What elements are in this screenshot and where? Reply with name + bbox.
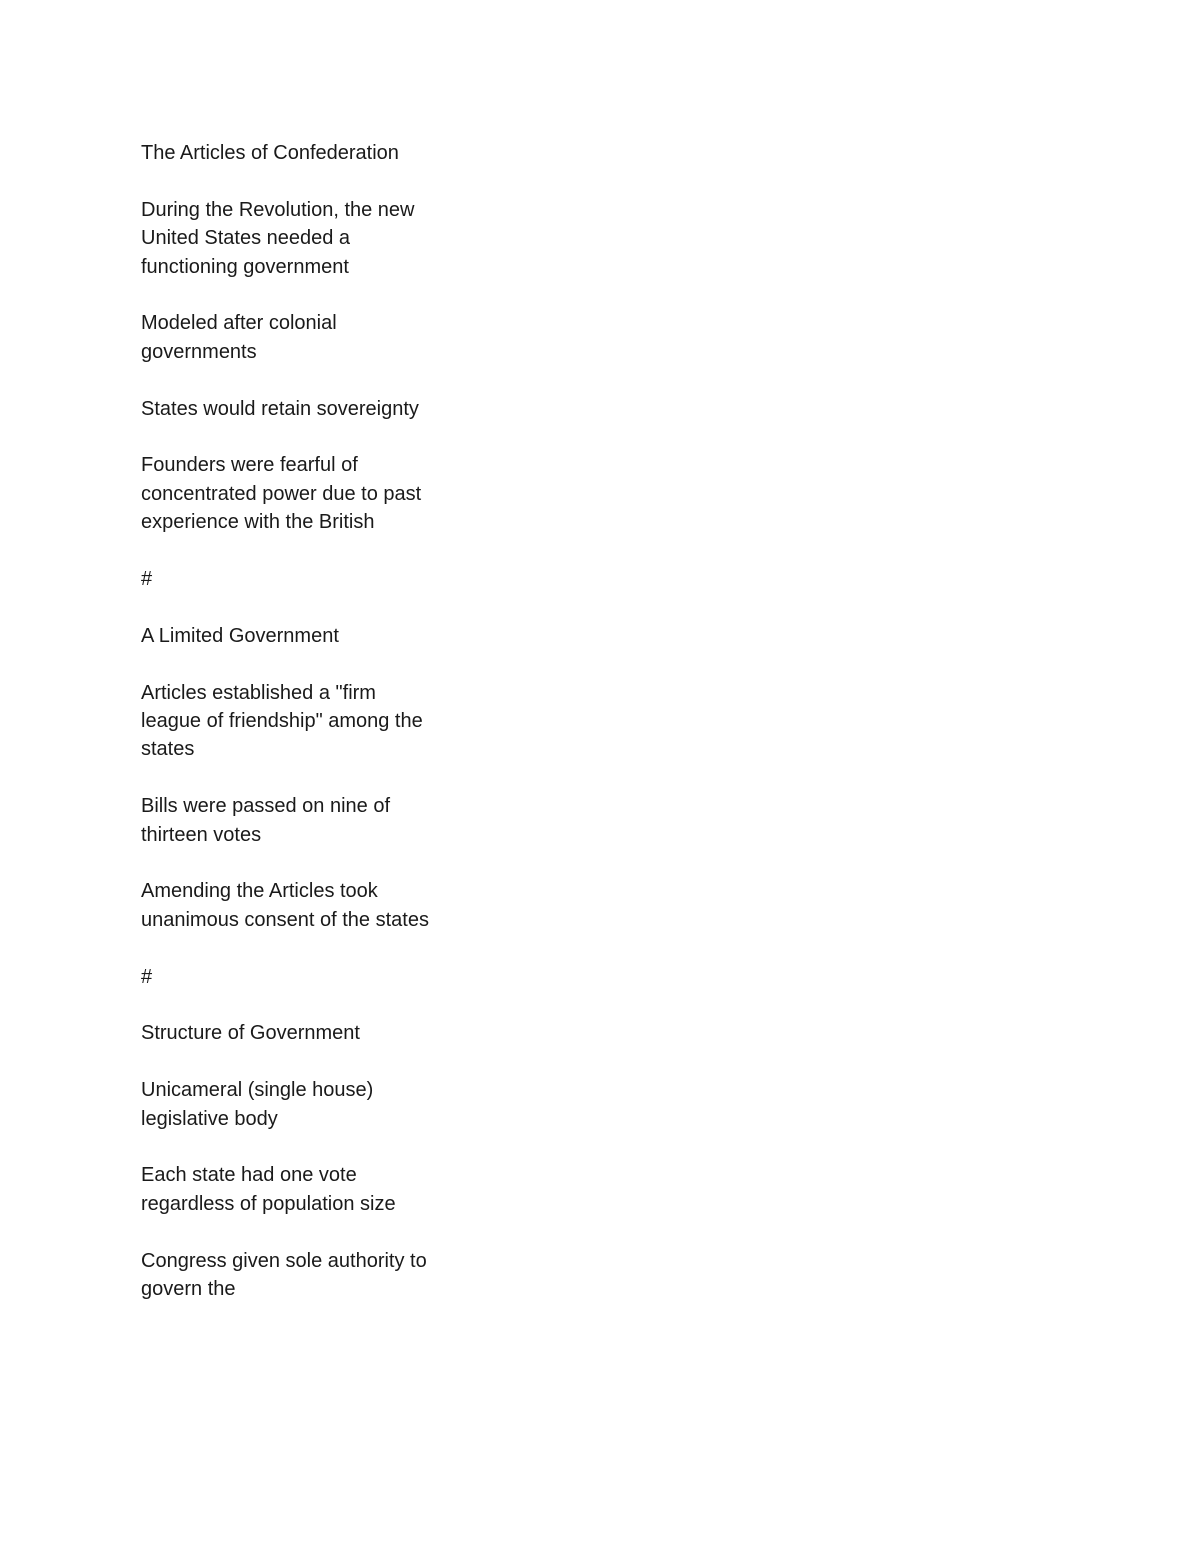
section-title: A Limited Government [141,624,339,647]
section-separator: # [141,965,153,988]
paragraph: States would retain sovereignty [141,397,419,420]
paragraph: Bills were passed on nine of thirteen votes [141,795,391,846]
text-column [141,139,441,1332]
section-separator: # [141,568,153,591]
paragraph: Founders were fearful of concentrated power due to past experience with the British [141,454,422,534]
paragraph: Amending the Articles took unanimous consent of the states [141,880,429,931]
section-title: Structure of Government [141,1022,360,1045]
paragraph: Articles established a "firm league of friendship" among the states [141,681,423,761]
paragraph: Unicameral (single house) legislative body [141,1079,374,1130]
paragraph: Congress given sole authority to govern the [141,1249,427,1301]
paragraph: Each state had one vote regardless of population size [141,1164,396,1215]
paragraph: During the Revolution, the new United States needed a functioning government [141,198,415,278]
section-title: The Articles of Confederation [141,142,399,164]
paragraph: Modeled after colonial governments [141,312,337,363]
